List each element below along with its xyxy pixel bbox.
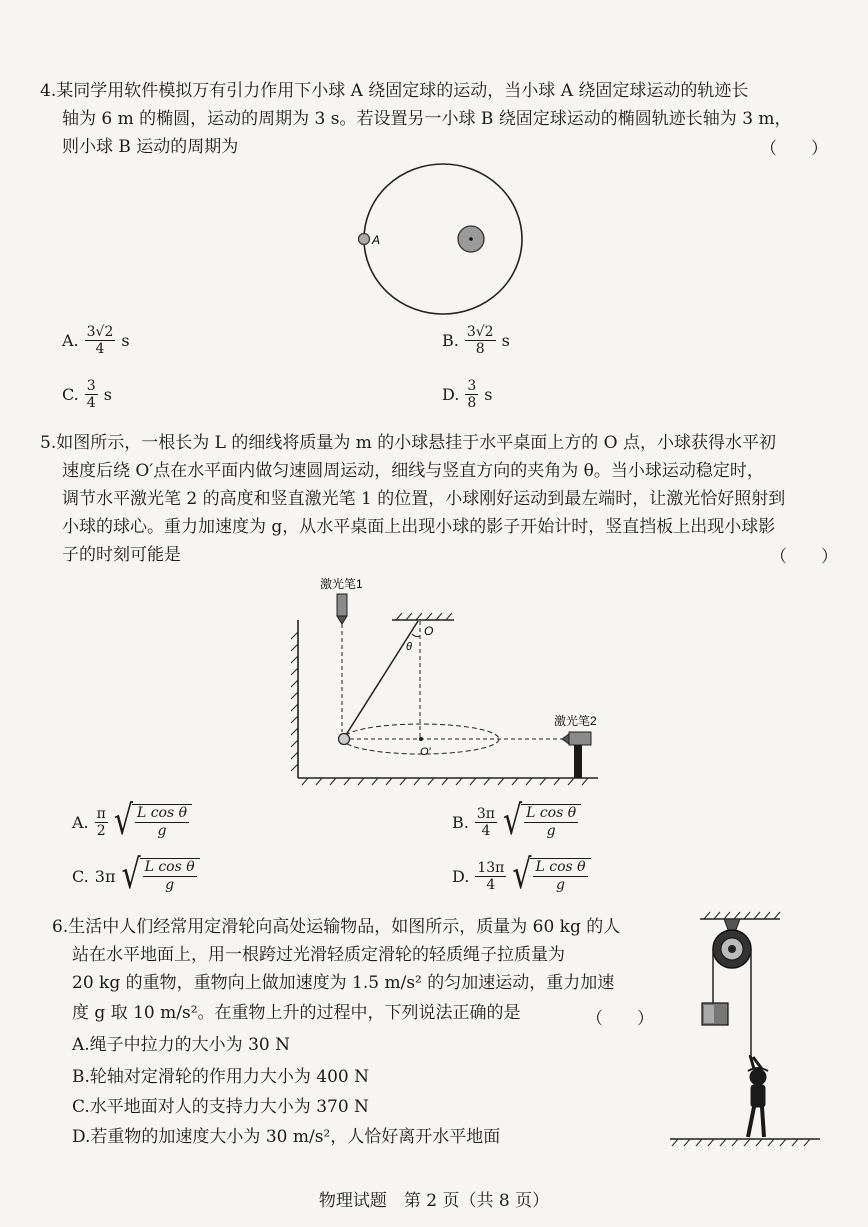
q6-option-c[interactable]: C.水平地面对人的支持力大小为 370 N [72, 1097, 369, 1117]
q4-ellipse-figure [340, 160, 540, 320]
q5-option-b-rad-num: L cos θ [526, 805, 577, 821]
person-leg-right [762, 1107, 764, 1137]
q4-line-1: 4.某同学用软件模拟万有引力作用下小球 A 绕固定球的运动，当小球 A 绕固定球运动的轨迹长 [40, 81, 749, 101]
q5-line-5: 子的时刻可能是 [62, 545, 181, 565]
q5-option-b-letter: B. [452, 812, 469, 832]
q5-option-d-frac [475, 860, 506, 893]
laser-pen-2-label: 激光笔2 [554, 714, 597, 728]
q5-option-d-rad-den: g [556, 877, 566, 893]
q4-option-b-letter: B. [442, 331, 459, 350]
q6-option-a[interactable]: A.绳子中拉力的大小为 30 N [72, 1035, 290, 1055]
fixed-ball-center [469, 237, 473, 241]
laser-pen-1-tip [337, 616, 347, 624]
orbit-ellipse [364, 164, 522, 314]
q5-option-d-num: 13π [477, 859, 505, 876]
q5-option-a-rad-num: L cos θ [136, 805, 188, 821]
q4-option-c-unit: s [103, 385, 112, 404]
q4-option-a[interactable] [62, 324, 130, 357]
q6-line-3: 20 kg 的重物，重物向上做加速度为 1.5 m/s² 的匀加速运动，重力加速 [72, 973, 615, 993]
q6-line-2: 站在水平地面上，用一根跨过光滑轻质定滑轮的轻质绳子拉质量为 [72, 945, 565, 965]
q5-option-b-num: 3π [476, 805, 495, 822]
q4-option-b-num: 3√2 [466, 324, 494, 340]
q5-option-b[interactable] [452, 797, 581, 845]
q5-option-a-letter: A. [72, 812, 89, 832]
person-leg-left [748, 1107, 754, 1137]
vertical-board-hatch [291, 632, 298, 771]
q4-answer-paren: （ ） [760, 139, 828, 159]
q6-pulley-figure [660, 905, 830, 1153]
q5-option-a-rad-den: g [157, 823, 167, 839]
q5-option-c-rad-den: g [165, 877, 175, 893]
person-figure [748, 1055, 768, 1137]
q5-option-c-rad-num: L cos θ [144, 859, 195, 875]
q5-answer-paren: （ ） [770, 547, 838, 567]
q6-option-d[interactable]: D.若重物的加速度大小为 30 m/s²，人恰好离开水平地面 [72, 1127, 501, 1147]
q5-option-d-letter: D. [452, 866, 470, 886]
q4-line-2: 轴为 6 m 的椭圆，运动的周期为 3 s。若设置另一小球 B 绕固定球运动的椭圆轨迹长轴为 3 m， [62, 109, 792, 129]
q5-option-b-sqrt: √ $\frac{\text{L cos θ}}{g}$ [503, 804, 581, 840]
q6-line-1: 6.生活中人们经常用定滑轮向高处运输物品，如图所示，质量为 60 kg 的人 [52, 917, 621, 937]
point-o-label: O [424, 624, 434, 638]
q4-option-d-den: 8 [467, 395, 477, 411]
page-footer: 物理试题 第 2 页（共 8 页） [318, 1191, 550, 1211]
q4-option-c[interactable] [62, 378, 112, 411]
ground-hatch [672, 1139, 810, 1146]
q5-pendulum-figure [288, 572, 608, 790]
q5-line-4: 小球的球心。重力加速度为 g，从水平桌面上出现小球的影子开始计时，竖直挡板上出现小球影 [62, 517, 776, 537]
q6-answer-paren: （ ） [586, 1009, 654, 1029]
q4-option-c-den: 4 [86, 395, 96, 411]
q5-option-b-frac [475, 806, 497, 839]
q5-option-a[interactable] [72, 797, 192, 845]
person-head [750, 1069, 766, 1085]
q4-option-d[interactable] [442, 378, 492, 411]
pulley-axle [728, 945, 736, 953]
q5-option-d-den: 4 [486, 876, 496, 893]
q6-option-b[interactable]: B.轮轴对定滑轮的作用力大小为 400 N [72, 1067, 370, 1087]
q5-option-a-den: 2 [96, 822, 106, 839]
q4-option-a-den: 4 [95, 341, 105, 357]
angle-arc [412, 634, 420, 637]
q5-option-c-prefix: 3π [94, 866, 116, 886]
q5-option-d-rad-num: L cos θ [535, 859, 586, 875]
string [344, 621, 418, 738]
table-hatch [302, 778, 588, 785]
q5-line-1: 5.如图所示，一根长为 L 的细线将质量为 m 的小球悬挂于水平桌面上方的 O 点，小球获得水平初 [40, 433, 776, 453]
q5-option-c-letter: C. [72, 866, 89, 886]
q4-option-d-unit: s [484, 385, 493, 404]
q6-line-4: 度 g 取 10 m/s²。在重物上升的过程中，下列说法正确的是 [72, 1003, 521, 1023]
laser-pen-2-stand [574, 745, 582, 778]
laser-pen-2 [569, 732, 591, 745]
angle-theta-label: θ [406, 641, 412, 653]
q5-option-d-sqrt: √ $\frac{\text{L cos θ}}{g}$ [512, 858, 590, 894]
person-torso [751, 1085, 765, 1107]
ball-a [359, 234, 370, 245]
q5-option-c-sqrt: √ $\frac{\text{L cos θ}}{g}$ [121, 858, 199, 894]
q4-option-d-letter: D. [442, 385, 460, 404]
q4-option-b[interactable] [442, 324, 510, 357]
ceiling-hatch [396, 613, 452, 620]
weight-highlight [704, 1005, 714, 1023]
laser-pen-2-tip [562, 734, 569, 744]
pulley-ceiling-hatch [704, 912, 780, 919]
q4-option-a-unit: s [121, 331, 130, 350]
q5-option-a-frac [95, 806, 108, 839]
q4-option-b-den: 8 [475, 341, 485, 357]
q4-option-b-unit: s [501, 331, 510, 350]
laser-pen-1 [337, 594, 347, 616]
q4-option-c-frac [85, 378, 98, 411]
q5-option-a-num: π [96, 805, 106, 822]
point-o-prime-label: O′ [420, 746, 431, 758]
q4-option-a-num: 3√2 [86, 324, 114, 340]
q4-option-c-letter: C. [62, 385, 79, 404]
q5-line-2: 速度后绕 O′点在水平面内做匀速圆周运动，细线与竖直方向的夹角为 θ。当小球运动稳定时， [62, 461, 764, 481]
q5-option-b-den: 4 [481, 822, 491, 839]
q4-option-d-frac [465, 378, 478, 411]
q5-option-c[interactable] [72, 851, 200, 899]
laser-pen-1-label: 激光笔1 [320, 577, 363, 591]
q5-option-a-sqrt: √ $\frac{\text{L cos θ}}{g}$ [114, 804, 192, 840]
q4-option-a-frac [85, 324, 116, 357]
q5-option-b-rad-den: g [546, 823, 556, 839]
q4-option-d-num: 3 [467, 378, 477, 394]
q4-line-3: 则小球 B 运动的周期为 [62, 137, 239, 157]
q4-option-a-letter: A. [62, 331, 79, 350]
q4-option-c-num: 3 [86, 378, 96, 394]
ball-a-label: A [372, 233, 381, 247]
q5-line-3: 调节水平激光笔 2 的高度和竖直激光笔 1 的位置，小球刚好运动到最左端时，让激光恰好照射到 [62, 489, 786, 509]
q5-option-d[interactable] [452, 851, 591, 899]
q4-option-b-frac [465, 324, 496, 357]
ball [339, 734, 350, 745]
